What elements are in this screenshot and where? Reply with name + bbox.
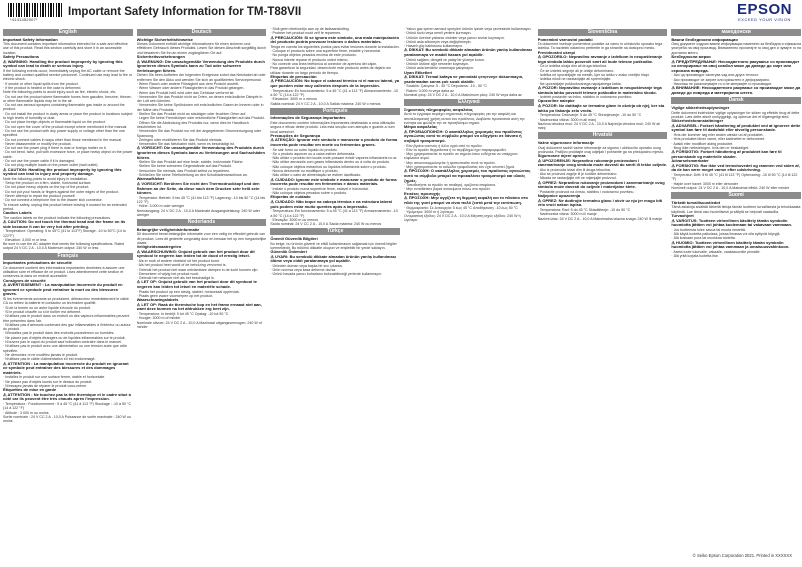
bullet-item: · Do not place heavy objects on the top of the product. [3, 185, 133, 189]
warning-statement: ⚠ PRECAUCIÓN: No toque el cabezal térmico ni el marco lateral, ya que pueden estar muy calientes después de la impresión. [270, 78, 400, 89]
bullet-item: · N'installez pas le produit dans des endroits poussiéreux ou humides. [3, 331, 133, 335]
language-section-header: Slovenščina [538, 29, 668, 36]
body-paragraph: Ce document contient des informations importantes destinées à assurer une utilisation sûre et efficace de ce produit. Lisez attentivement cette section et conservez-la dans un endroit accessible. [3, 265, 125, 279]
bullet-item: · Gebruik het product niet waar ontvlambare dampen in de lucht kunnen zijn. [137, 268, 267, 272]
warning-statement: ⚠ CUIDADO: Não toque na cabeça térmica e na estrutura lateral pois podem estar muito quentes após a impressão. [270, 199, 392, 209]
bullet-item: · Izdelka nikoli ne razstavljajte ali spreminjajte. [538, 77, 668, 81]
column-2 [137, 27, 267, 547]
bullet-item: · Elevação: 3000 m ou menos [270, 218, 400, 222]
bullet-item: · Stellen Sie das Produkt auf eine feste, stabile, horizontale Fläche. [137, 160, 267, 164]
bullet-item: · Verwenden Sie das Produkt nicht an Orten, an denen entzündliche Dämpfe in der Luft sein könnten. [137, 95, 267, 104]
bullet-item: · Ürünü sağlam, dengeli ve yatay bir yüzeye kurun. [404, 58, 534, 62]
body-paragraph: Ziehen Sie beim Auftreten der folgenden Ereignisse sofort das Netzkabel ab oder entfernen Sie den Akku und wenden Sie sich an qualifiziertes Servicepersonal. [136, 73, 266, 82]
bullet-item: · Jos tuotteesta tulee savua tai muuta nestettä. [671, 228, 801, 232]
subsection-heading: Važne sigurnosne informacije [537, 139, 595, 145]
bullet-item: · Ürünü asla kendiniz onarmaya çalışmayın. [404, 66, 534, 70]
body-paragraph: Dieses Dokument enthält wichtige Informationen für einen sicheren und effektiven Gebrauch dieses Produkts. Lesen Sie diesen Abschnitt sorgfältig durch und bewahren Sie ihn an einem zugänglichen Ort auf. [136, 42, 267, 55]
bullet-item: · Plaats het product op een stevig, stabiel, horizontaal oppervlak. [137, 290, 267, 294]
bullet-item: · Zerlegen oder modifizieren Sie das Produkt niemals. [137, 138, 267, 142]
bullet-item: · Do not use the power cable if it is damaged. [3, 159, 133, 163]
bullet-item: · Adskil eller modificer aldrig produktet. [671, 142, 801, 146]
bullet-item: · Do not open the cover of the product except where mentioned in the manual. [3, 125, 133, 129]
body-paragraph: Bu belge, bu ürünün güvenli ve etkili kullanılmasını sağlamak için önemli bilgiler içermektedir. Bu bölümü dikkatle okuyun ve erişilebilir bir yerde saklayın. [270, 241, 397, 250]
bullet-item: · Ürünün üstüne ağır nesneler koymayın. [404, 62, 534, 66]
warning-statement: ⚠ WARNUNG: Die unsachgemäße Verwendung des Produkts durch Ignorieren dieses Symbols kann zu Tod oder schweren Verletzungen führen. [136, 58, 265, 73]
bullet-item: · Temperatura: En funcionamiento: 5 a 45 °C (41 a 113 °F) Almacenamiento: -10 a 50 °C (14 a 122 °F) [270, 89, 400, 98]
bullet-item: · Če iz izdelka uhaja dim ali druga tekočina. [538, 64, 668, 68]
bullet-item: · Demonteer of wijzig het product nooit. [137, 272, 267, 276]
bullet-item: · Temperatura: Rad: 5 do 45 °C Skladištenje: -10 do 50 °C [538, 208, 668, 212]
bullet-item: · Temperatuur: In bedrijf: 5 tot 45 °C Opslag: -10 tot 50 °C [137, 312, 267, 316]
warning-statement: ⚠ DİKKAT: Termal kafaya ve yanındaki çerçeveye dokunmayın, yazdırmadan sonra çok sıcak olabilir. [404, 74, 524, 84]
bullet-item: · N'utilisez pas le produit dans un endroit où des vapeurs inflammables peuvent être présentes dans l'air. [3, 314, 133, 323]
body-paragraph: Este documento contém informações importantes destinadas a uma utilização segura e eficaz deste produto. Leia esta secção com atenção e guarde-a num local acessível. [270, 120, 395, 134]
bullet-item: · Ako se proizvod zagrije ili je kućište deformirano. [538, 172, 668, 176]
language-section-header: Français [3, 253, 133, 260]
bullet-item: · Μην χρησιμοποιείτε το καλώδιο τροφοδοσίας εάν έχει υποστεί ζημιά. [404, 165, 534, 169]
bullet-item: · Ne uporabljajte poškodovanega napajalnega kabla. [538, 82, 668, 86]
language-section-header: Dansk [671, 97, 801, 104]
bullet-item: · Não coloque objetos pesados sobre o produto. [270, 191, 400, 195]
bullet-item: · Si le produit chauffe ou si le boîtier est déformé. [3, 310, 133, 314]
warning-statement: ⚠ CAUTION: Do not touch the thermal head and the frame on its side because it can be very hot after printing. [3, 219, 126, 229]
bullet-item: · Wenn Wasser oder andere Flüssigkeiten in das Produkt gelangen. [137, 86, 267, 90]
bullet-item: · Plaats geen zware voorwerpen op het product. [137, 294, 267, 298]
bullet-item: · Als het product heet wordt of de behuizing vervormd is. [137, 263, 267, 267]
body-paragraph: Tenga en cuenta los siguientes puntos para evitar lesiones durante la instalación. [270, 44, 400, 49]
bullet-item: · Μην χρησιμοποιείτε το προϊόν σε σημεία όπου ενδέχεται να υπάρχουν εύφλεκτοι ατμοί. [404, 152, 534, 161]
column-1 [3, 27, 133, 547]
bullet-item: · Brug ikke netledningen, hvis den er beskadiget. [671, 146, 801, 150]
body-paragraph: Αυτό το έγγραφο περιέχει σημαντικές πληροφορίες για την ασφαλή και αποτελεσματική χρήση αυτού του προϊόντος. Διαβάστε προσεκτικά αυτή την ενότητα και φυλάξτε την σε προσβάσιμο σημείο. [404, 112, 525, 125]
subsection-heading: Importantes précautions de sécurité [3, 260, 72, 266]
brand-tagline: EXCEED YOUR VISION [738, 17, 791, 22]
subsection-heading: Previdnostni ukrepi [537, 49, 576, 55]
bullet-item: · Température : Fonctionnement : 5 à 45 °C (41 à 113 °F) Stockage : -10 à 50 °C (14 à 122 °F) [3, 402, 133, 411]
bullet-item: · Never disassemble or modify the product. [3, 142, 133, 146]
subsection-heading: Pomembni varnostni podatki [537, 36, 593, 42]
bullet-item: · Do not use the power plug if there is dust or foreign matter on it. [3, 146, 133, 150]
bullet-item: · Yakıcı gaz içeren aerosol spreyleri ürünün içinde veya çevresinde kullanmayın. [404, 27, 534, 31]
brand-logo [737, 2, 792, 22]
body-paragraph: Nominal çıkış: 24 V DC 2 A - 10,0 A Maksimum çıkış: 240 W veya daha az [404, 92, 522, 97]
column-4 [404, 27, 534, 547]
warning-statement: ⚠ ΠΡΟΣΟΧΗ: Ο ακατάλληλος χειρισμός του προϊόντος αγνοώντας αυτό το σύμβολο μπορεί να προκαλέσει τραυματισμό και υλικές ζημιές. [404, 168, 531, 183]
subsection-heading: Caution Labels [3, 210, 32, 216]
language-section-header: Português [270, 108, 400, 115]
language-section-header: Ελληνικά [404, 99, 534, 106]
subsection-heading: Veiligheidsmaatregelen [136, 244, 182, 250]
warning-statement: ⚠ POZOR: Ne dotikajte se termalne glave in okvirja ob njej, ker sta lahko po tiskanju zelo vroča. [537, 103, 665, 113]
warning-statement: ⚠ ΠΡΟΕΙΔΟΠΟΙΗΣΗ: Ο ακατάλληλος χειρισμός του προϊόντος αγνοώντας αυτό το σύμβολο μπορεί να οδηγήσει σε θάνατο ή σοβαρό τραυματισμό. [404, 128, 523, 143]
body-paragraph: Note the following points to avoid injury in installation. [3, 176, 89, 181]
bullet-item: · Ürünü asla sökmeyin veya değiştirmeyin. [404, 40, 534, 44]
bullet-item: · Nikada ne rastavljajte niti ne mijenjajte proizvod. [538, 176, 668, 180]
body-paragraph: The caution labels on the product indicate the following precautions. [3, 215, 112, 220]
language-section-header: Suomi [671, 192, 801, 199]
bullet-item: · Instale o produto numa superfície firme, estável e horizontal. [270, 187, 400, 191]
bullet-item: · Versuchen Sie niemals, das Produkt selbst zu reparieren. [137, 169, 267, 173]
body-paragraph: Salida nominal: 24 V CC 2 A - 10,0 A Salida máxima: 240 W o menos [270, 101, 381, 106]
bullet-item: · Si de la fumée ou un autre liquide s'écoule du produit. [3, 306, 133, 310]
bullet-item: · Wenn Rauch oder andere Flüssigkeit aus dem Produkt austritt. [137, 82, 267, 86]
bullet-item: · Temperatur: Betrieb: 5 bis 45 °C (41 bis 113 °F) Lagerung: -10 bis 50 °C (14 bis 122 °F) [137, 196, 267, 205]
bullet-item: · Elevación: 3000 m o menos [270, 97, 400, 101]
subsection-heading: Informações de Segurança Importantes [270, 115, 346, 121]
bullet-item: · Verwenden Sie das Produkt nur mit der angegebenen Stromversorgung oder Spannung. [137, 129, 267, 138]
warning-statement: ⚠ CUIDADO: Ignorar este símbolo e manusear o produto de forma incorreta pode resultar em ferimentos e danos materiais. [270, 176, 397, 187]
subsection-heading: Sigurnosne mjere opreza [537, 153, 586, 159]
body-paragraph: Nominale uitvoer: 24 V DC 2 A - 10,0 A Maximaal uitgangsvermogen: 240 W of minder [136, 320, 262, 329]
bullet-item: · Nunca desmonte ou modifique o produto. [270, 169, 400, 173]
bullet-item: · Verwenden Sie keine Sprühdosen mit entzündlichen Gasen im Inneren oder in der Nähe des Produkts. [137, 103, 267, 112]
subsection-heading: Güvenlik Önlemleri [270, 249, 307, 255]
warning-statement: ⚠ OPOZORILO: Nepravilno ravnanje z izdelkom in neupoštevanje tega simbola lahko povzroči smrt ali hude telesne poškodbe. [537, 54, 663, 64]
bullet-item: · Se o produto aquecer ou a caixa estiver deformada. [270, 152, 400, 156]
copyright-footer: © Seiko Epson Corporation 2021. Printed in XXXXXX [692, 553, 792, 558]
subsection-heading: Wichtige Sicherheitshinweise [136, 36, 193, 42]
warning-statement: ⚠ HUOMIO: Tuotteen virheellinen käsittely tämän symbolin huomiotta jättäen voi johtaa vammaan ja omaisuusvahinkoon. [671, 239, 790, 250]
bullet-item: · Ürün ısınırsa veya kasa deforme olursa. [270, 268, 400, 272]
bullet-item: · Rakım: 3.000 m veya daha az [404, 89, 534, 93]
body-paragraph: Dit document bevat belangrijke informatie voor een veilig en effectief gebruik van dit product. Lees dit gedeelte zorgvuldig door en bewaar het op een toegankelijke plaats. [136, 232, 267, 245]
column-6 [671, 27, 801, 547]
bullet-item: · Temperature: Operating: 5 to 45°C (41 to 113°F) Storage: -10 to 50°C (14 to 122°F) [3, 229, 133, 238]
bullet-item: · Nadmorska visina: 3000 m ili manje [538, 212, 668, 216]
subsection-heading: Etiquetas de precaución [270, 73, 317, 79]
subsection-heading: Safety Precautions [3, 53, 40, 59]
bullet-item: · Setup the product on a firm, stable, horizontal surface. [3, 181, 133, 185]
subsection-heading: Önemli Güvenlik Bilgileri [270, 235, 318, 241]
bullet-item: · Älä yritä korjata tuotetta itse. [671, 254, 801, 258]
bullet-item: · Als er rook of andere vloeistof uit het product komt. [137, 259, 267, 263]
bullet-item: · Ürünün üzerine yabancı cisimler veya yanıcı sıvılar koymayın. [404, 36, 534, 40]
bullet-item: · Stellen Sie keine schweren Gegenstände auf das Produkt. [137, 164, 267, 168]
subsection-heading: Étiquettes de mise en garde [3, 387, 57, 393]
column-5 [538, 27, 668, 547]
subsection-heading: Advarselsmærkater [671, 158, 709, 164]
bullet-item: · Θερμοκρασία: Σε λειτουργία: 5 έως 45 °C Αποθήκευση: -10 έως 50 °C [404, 206, 534, 210]
body-paragraph: Tämä asiakirja sisältää tärkeitä tietoja tämän tuotteen turvallisesta ja tehokkaasta käytöstä. Lue tämä osio huolellisesti ja säilytä se helposti saatavilla. [671, 205, 801, 214]
bullet-item: · Sıcaklık: Çalışma: 5 - 45 °C Depolama: -10 - 50 °C [404, 84, 534, 88]
warning-statement: ⚠ FORSIGTIG: Rør ikke ved termohovedet og rammen ved siden af, da de kan være meget varme efter udskrivning. [671, 162, 800, 173]
warning-statement: ⚠ LET OP: Onjuist gebruik van het product door dit symbool te negeren kan leiden tot letsel en materiële schade. [136, 279, 257, 290]
bullet-item: · Do not plug multiple loads on the power outlet (wall outlet). [3, 163, 133, 167]
bullet-item: · Do not bend, twist, pull with excessive force, or place heavy object on the power cable. [3, 150, 133, 159]
bullet-item: · Nadmorska višina: 3000 m ali manj [538, 118, 668, 122]
subsection-heading: Безбедносни мерки [671, 53, 711, 59]
body-paragraph: Note the following points to avoid injury such as fire, electric shock, etc. [3, 90, 117, 95]
warning-statement: ⚠ VAROITUS: Tuotteen virheellinen käsittely tämän symbolin huomiotta jättäen voi johtaa kuolemaan tai vakavaan vammaan. [671, 217, 793, 228]
subsection-heading: Turvaohjeet [671, 212, 694, 218]
warning-statement: ⚠ ADVARSEL: Forkert håndtering af produktet ved at ignorere dette symbol kan føre til dødsfald eller alvorlig personskade. [671, 122, 801, 133]
subsection-heading: Μέτρα ασφαλείας [404, 124, 438, 130]
bullet-item: · No ponga objetos pesados encima de este producto. [270, 53, 400, 57]
bullet-item: · Temperatura: Em funcionamento: 5 a 45 °C (41 a 113 °F) Armazenamento: -10 a 50 °C (14 a 122 °F) [270, 209, 400, 218]
subsection-heading: Important Safety Information [3, 36, 58, 42]
body-paragraph: Nazivni izlaz: 24 V DC 2 A - 10,0 A Maksimalna izlazna snaga: 240 W ili manje [537, 216, 663, 221]
epson-logo: EPSON [736, 1, 792, 18]
body-paragraph: Para garantizar la seguridad, desenchufe este producto antes de dejarlo sin utilizar durante un largo período de tiempo. [270, 66, 392, 75]
bullet-item: · N'utilisez pas d'aérosols contenant des gaz inflammables à l'intérieur ou autour du produit. [3, 323, 133, 332]
bullet-item: · Verwenden Sie das Netzkabel nicht, wenn es beschädigt ist. [137, 142, 267, 146]
bullet-item: · Do not use the product with any power supply or voltage other than the one specified. [3, 129, 133, 138]
bullet-item: · Öffnen Sie die Abdeckung des Produkts nur, wenn dies im Handbuch beschrieben ist. [137, 121, 267, 130]
subsection-heading: Naljepnice upozorenja [537, 193, 581, 199]
bullet-item: · Ако производот се загрее или куќиштето е деформирано. [671, 78, 801, 82]
warning-statement: ⚠ UPOZORENJE: Nepravilno rukovanje proizvodom i zanemarivanje ovog simbola može dovesti do smrti ili teške ozljede. [537, 157, 668, 168]
body-paragraph: Nazivna izhodna moč: 24 V DC 2 A - 10,0 A Največja izhodna moč: 240 W ali manj [537, 121, 660, 131]
bullet-item: · Εάν το προϊόν θερμαίνεται ή το περίβλημα έχει παραμορφωθεί. [404, 148, 534, 152]
language-section-header: македонски [671, 29, 801, 36]
bullet-item: · Μην αποσυναρμολογείτε ή τροποποιείτε ποτέ το προϊόν. [404, 161, 534, 165]
subsection-heading: Sicherheitsvorkehrungen [136, 53, 185, 59]
bullet-item: · Izdelek postavite na trdno, stabilno in vodoravno površino. [538, 95, 668, 99]
bullet-item: · Izdelka ne uporabljajte na mestih, kjer so lahko v zraku vnetljivi hlapi. [538, 73, 668, 77]
subsection-heading: Waarschuwingslabels [136, 297, 179, 303]
language-section-header: Deutsch [137, 29, 267, 36]
subsection-heading: Vigtige sikkerhedsoplysninger [671, 104, 730, 110]
warning-statement: ⚠ CAUTION: Handling the product improperly by ignoring this symbol can lead to injury and property damage. [3, 166, 122, 177]
bullet-item: · N'utilisez pas le produit avec une alimentation ou une tension autre que celle spécifiée. [3, 344, 133, 353]
bullet-item: · Ürünü tozlu veya nemli yerlere kurmayın. [404, 31, 534, 35]
bullet-item: · If smoke or other liquid spills from the product. [3, 82, 133, 86]
warning-statement: ⚠ FORSIGTIG: Forkert håndtering af produktet kan føre til personskade og materielle skader. [671, 149, 782, 159]
bullet-item: · Sluit geen telefoonlijn aan op de ladeaansluiting. [270, 27, 400, 31]
bullet-item: · Wenn das Produkt heiß wird oder das Gehäuse verformt ist. [137, 91, 267, 95]
bullet-item: · Altitude : 3 000 m ou moins [3, 411, 133, 415]
bullet-item: · Ürünü havada yanıcı buharların bulunabileceği yerlerde kullanmayın. [270, 272, 400, 276]
bullet-item: · N'utilisez pas le câble d'alimentation s'il est endommagé. [3, 357, 133, 361]
bullet-item: · Never attempt to repair the product yourself. [3, 194, 133, 198]
bullet-item: · Do not connect a telephone line to the drawer kick connector. [3, 198, 133, 202]
subsection-heading: Etiquetas de cuidado [270, 194, 311, 200]
warning-statement: ⚠ VORSICHT: Berühren Sie nicht den Thermodruckkopf und den Rahmen an der Seite, da diese nach dem Drucken sehr heiß sein können. [136, 180, 260, 196]
language-section-header: Hrvatski [538, 132, 668, 139]
bullet-item: · Do not place foreign objects or flammable liquid on the product. [3, 120, 133, 124]
bullet-item: · Não utilize o produto em locais onde possam existir vapores inflamáveis no ar. [270, 156, 400, 160]
bullet-item: · Ne placez pas d'objets lourds sur le dessus du produit. [3, 380, 133, 384]
bullet-item: · Não utilize o cabo de alimentação se estiver danificado. [270, 173, 400, 177]
warning-statement: ⚠ UYARI: Bu sembolü dikkate almadan ürünün yanlış kullanılması ölüme veya ciddi yaralanmaya yol açabilir. [270, 253, 397, 264]
bullet-item: · Coloque el producto sobre una superficie firme, estable y horizontal. [270, 49, 400, 53]
barcode-number: *4141452007* [10, 17, 38, 22]
subsection-heading: Tärkeät turvallisuustiedot [671, 199, 721, 205]
subsection-heading: Consignes de sécurité [3, 277, 46, 283]
bullet-item: · Do not connect cables in ways other than those mentioned in the manual. [3, 138, 133, 142]
bullet-item: · Stellen Sie das Produkt nicht an staubigen oder feuchten Orten auf. [137, 112, 267, 116]
bullet-item: · Nunca intente reparar el producto usted mismo. [270, 58, 400, 62]
bullet-item: · Hoogte: 3000 m of minder [137, 316, 267, 320]
bullet-item: · Aseta tuote tukevalle, vakaalle, vaakasuoralle pinnalle. [671, 250, 801, 254]
bullet-item: · Temperatura: Delovanje: 5 do 45 °C Shranjevanje: -10 do 50 °C [538, 113, 668, 117]
body-paragraph: Si les événements suivants se produisent, débranchez immédiatement le câble CA ou retirez la batterie et contactez un technicien qualifié. [3, 297, 129, 306]
subsection-heading: Opozorilne nalepke [537, 98, 575, 104]
warning-statement: ⚠ ATTENTION : Ne touchez pas la tête thermique et le cadre situé à côté car ils peuvent être très chauds après l'impression. [3, 391, 131, 402]
warning-statement: ⚠ ПРЕДУПРЕДУВАЊЕ: Несоодветното ракување со производот со игнорирање на овој симбол може да доведе до смрт или сериозна повреда. [671, 58, 800, 73]
content-columns [3, 27, 801, 547]
warning-statement: ⚠ WARNING: Handling the product improperly by ignoring this symbol can lead to death or serious injury. [3, 58, 123, 69]
body-paragraph: Be sure to use the AC adapter that meets the following specifications. Rated output 24 V DC 2 A - 10.0 A Maximum output: 240 W or less [3, 242, 125, 251]
bullet-item: · Gebruik het netsnoer niet als het beschadigd is. [137, 276, 267, 280]
bullet-item: · Hasarlı güç kablosunu kullanmayın. [404, 44, 534, 48]
bullet-item: · Hvis der kommer røg eller anden væske ud af produktet. [671, 133, 801, 137]
bullet-item: · Não coloque objetos estranhos ou líquidos inflamáveis sobre o produto. [270, 165, 400, 169]
subsection-heading: Σημαντικές πληροφορίες ασφαλείας [404, 106, 473, 112]
document-title: Important Safety Information for TM-T88VII [68, 6, 302, 18]
bullet-item: · No conecte una línea telefónica al conector de apertura del cajón. [270, 62, 400, 66]
body-paragraph: Saída nominal: 24 V CC 2 A - 10,0 A Saída máxima: 240 W ou menos [270, 222, 382, 227]
body-paragraph: Ονομαστική έξοδος: 24 V DC 2 A - 10,0 A Μέγιστη ισχύς εξόδου: 240 W ή λιγότερο [404, 214, 521, 223]
warning-statement: ⚠ ΠΡΟΣΟΧΗ: Μην αγγίζετε τη θερμική κεφαλή και το πλαίσιο στο πλάι της γιατί μπορεί να είναι πολύ ζεστά μετά την εκτύπωση. [404, 195, 528, 205]
subsection-heading: Ετικέτες προσοχής [404, 190, 441, 196]
bullet-item: · Ne démontez ni ne modifiez jamais le produit. [3, 353, 133, 357]
bullet-item: · Ако од производот излегува чад или друга течност. [671, 73, 801, 77]
bullet-item: · Никогаш не расклопувајте го и не менувајте го производот. [671, 82, 801, 86]
subsection-heading: Precauções de Segurança [270, 132, 321, 138]
bullet-item: · Probeer het product nooit zelf te repareren. [270, 31, 400, 35]
warning-statement: ⚠ PRECAUCIÓN: Si se ignora este símbolo, una mala manipulación del producto podría provocar lesiones o daños materiales. [270, 34, 400, 45]
warning-statement: ⚠ WAARSCHUWING: Onjuist gebruik van het product door dit symbool te negeren kan leiden tot de dood of ernstig letsel. [136, 248, 255, 259]
body-paragraph: If the following events occur, immediately unplug the AC cable or remove the battery and contact qualified service personnel. Continued use may lead to fire or electric shock. [3, 68, 133, 82]
language-section-header: Türkçe [270, 228, 400, 235]
bullet-item: · Älä käytä tuotetta paikoissa, joissa ilmassa voi olla syttyviä höyryjä. [671, 232, 801, 236]
bullet-item: · Če se izdelek segreje ali je ohišje deformirano. [538, 69, 668, 73]
bullet-item: · If the product is heated or the case is deformed. [3, 86, 133, 90]
bullet-item: · Højde over havet: 3000 m eller derunder [671, 182, 801, 186]
bullet-item: · Εάν βγαίνει καπνός ή άλλο υγρό από το προϊόν. [404, 144, 534, 148]
subsection-heading: Sikkerhedsforanstaltninger [671, 118, 724, 124]
bullet-item: · Üründen duman veya başka bir sıvı çıkarsa. [270, 264, 400, 268]
body-paragraph: Ovaj dokument sadrži važne informacije za sigurnu i učinkovitu uporabu ovog proizvoda. Pažljivo pročitajte ovaj odjeljak i pohranite ga na pristupačno mjesto. [537, 145, 664, 154]
bullet-item: · Älä koskaan pura tai muokkaa tuotetta. [671, 236, 801, 240]
body-paragraph: Ta dokument vsebuje pomembne podatke za varno in učinkovito uporabo tega izdelka. Ta razdelek natančno preberite in ga shranite na dostopno mesto. [537, 42, 663, 51]
bullet-item: · Υψόμετρο: 3000 m ή λιγότερο [404, 210, 534, 214]
language-section-header: Nederlands [137, 219, 267, 226]
warning-statement: ⚠ ATTENTION : La manipulation incorrecte du produit en ignorant ce symbole peut entraîner des blessures et des dommages matériels. [3, 360, 129, 375]
body-paragraph: Nominelt output: 24 V DC 2 A - 10,0 A Maksimal effekt: 240 W eller mindre [671, 185, 790, 190]
body-paragraph: To ensure safety, unplug this product before leaving it unused for an extended period. [3, 202, 127, 211]
document-header [0, 0, 802, 26]
bullet-item: · Μην τοποθετείτε βαριά αντικείμενα πάνω στο προϊόν. [404, 187, 534, 191]
subsection-heading: Warnaufkleber [136, 176, 165, 182]
bullet-item: · Não utilize aerossóis com gases inflamáveis dentro ou à volta do produto. [270, 160, 400, 164]
body-paragraph: Овој документ содржи важни информации наменети за безбедна и ефикасна употреба на овој производ. Внимателно прочитајте го овој дел и чувајте го на достапно место. [671, 42, 801, 55]
bullet-item: · Elevation: 3,000 m or less [3, 238, 133, 242]
bullet-item: · Τοποθετήστε το προϊόν σε σταθερή, οριζόντια επιφάνεια. [404, 183, 534, 187]
body-paragraph: This document contains important information intended for a safe and effective use of this product. Read this section carefully and store it in an accessible location. [3, 42, 128, 55]
bullet-item: · Ako iz proizvoda izlazi dim ili druga tekućina. [538, 168, 668, 172]
bullet-item: · Se sair fumo ou outro líquido do produto. [270, 148, 400, 152]
warning-statement: ⚠ OPREZ: Nepravilno rukovanje proizvodom i zanemarivanje ovog simbola može dovesti do ozljede i materijalne štete. [537, 179, 665, 190]
body-paragraph: Dette dokument indeholder vigtige oplysninger for sikker og effektiv brug af dette produkt. Læs dette afsnit omhyggeligt, og opbevar det et tilgængeligt sted. [671, 110, 800, 119]
bullet-item: · Ne placez pas d'objets étrangers ou de liquides inflammables sur le produit. [3, 336, 133, 340]
bullet-item: · Do not put your hands or fingers against the outer edges of the product. [3, 190, 133, 194]
bullet-item: · Installez le produit sur une surface ferme, stable et horizontale. [3, 375, 133, 379]
barcode-image [8, 3, 63, 17]
warning-statement: ⚠ VORSICHT: Die unsachgemäße Verwendung des Produkts durch Ignorieren dieses Symbols kann zu Verletzungen und Sachschäden führen. [136, 145, 265, 160]
language-section-header: English [3, 29, 133, 36]
warning-statement: ⚠ ATENÇÃO: Ignorar este símbolo e manusear o produto de forma incorreta pode resultar em morte ou ferimentos graves. [270, 137, 398, 147]
bullet-item: · Postavite proizvod na čvrstu, stabilnu i vodoravnu površinu. [538, 190, 668, 194]
subsection-heading: Важни безбедносни информации [671, 36, 738, 42]
warning-statement: ⚠ POZOR: Nepravilno ravnanje z izdelkom in neupoštevanje tega simbola lahko povzroči telesne poškodbe in materialno škodo. [537, 84, 662, 95]
bullet-item: · Schließen Sie keine Telefonleitung an den Schubladenanschluss an. [137, 173, 267, 177]
subsection-heading: Belangrijke veiligheidsinformatie [136, 226, 200, 232]
bullet-item: · Do not use aerosol sprayers containing flammable gas inside or around the product. [3, 103, 133, 112]
warning-statement: ⚠ AVERTISSEMENT : La manipulation incorrecte du produit en ignorant ce symbole peut entraîner la mort ou des blessures graves. [3, 282, 123, 297]
warning-statement: ⚠ OPREZ: Ne dodirujte termalnu glavu i okvir uz nju jer mogu biti vrlo vrući nakon ispisa. [537, 197, 663, 208]
warning-statement: ⚠ ВНИМАНИЕ: Несоодветното ракување со производот може да доведе до повреда и материјална штета. [671, 85, 801, 95]
warning-statement: ⚠ LET OP: Raak de thermische kop en het frame ernaast niet aan, want deze kunnen na het afdrukken erg heet zijn. [136, 301, 262, 312]
bullet-item: · Legen Sie keine Fremdkörper oder entzündliche Flüssigkeiten auf das Produkt. [137, 116, 267, 120]
bullet-item: · Do not install the product in dusty areas or place the product in locations subject to high levels of humidity or dust. [3, 112, 133, 121]
column-3 [270, 27, 400, 547]
bullet-item: · N'essayez jamais de réparer le produit vous-même. [3, 384, 133, 388]
subsection-heading: Uyarı Etiketleri [404, 69, 433, 75]
bullet-item: · Do not use the product where flammable fumes from gasoline, benzine, thinner, or other flammable liquids may be in the air. [3, 95, 133, 104]
warning-statement: ⚠ DİKKAT: Bu sembolü dikkate almadan ürünün yanlış kullanılması yaralanmaya ve maddi hasara yol açabilir. [404, 47, 532, 58]
bullet-item: · Temperatur: Drift: 5 til 45 °C (41 til 113 °F) Opbevaring: -10 til 50 °C (14 til 122 °F) [671, 173, 801, 182]
bullet-item: · Höhe: 3.000 m oder weniger [137, 204, 267, 208]
body-paragraph: Sortie nominale : 24 V CC 2 A - 10,0 A Puissance de sortie maximale : 240 W ou moins [3, 414, 131, 424]
bullet-item: · Hvis produktet bliver varmt, eller kabinettet er deformeret. [671, 137, 801, 141]
bullet-item: · N'ouvrez pas le capot du produit sauf indication contraire dans le manuel. [3, 340, 133, 344]
body-paragraph: Nennausgang: 24 V DC 2 A - 10,0 A Maximale Ausgangsleistung: 240 W oder weniger [136, 208, 260, 217]
